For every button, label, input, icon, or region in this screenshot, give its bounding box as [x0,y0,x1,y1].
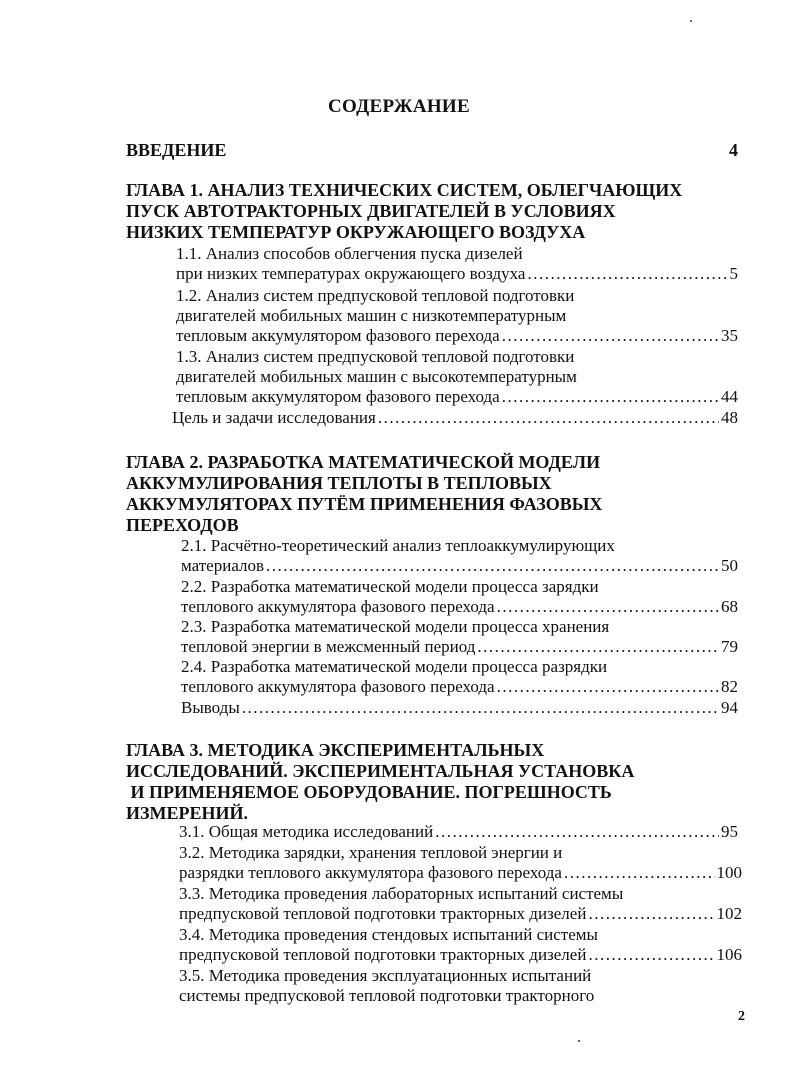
leader-dots [588,945,714,965]
intro-label: ВВЕДЕНИЕ [126,140,227,160]
toc-entry-3-3[interactable]: 3.3. Методика проведения лабораторных испытаний системы предпусковой тепловой подготовки тракторных дизелей ..... 102 [179,884,742,924]
toc-entry-3-4[interactable]: 3.4. Методика проведения стендовых испытаний системы предпусковой тепловой подготовки тракторных дизелей ..... 106 [179,925,742,965]
intro-page: 4 [729,140,738,160]
toc-entry-2-2[interactable]: 2.2. Разработка математической модели процесса зарядки теплового аккумулятора фазового перехода ..... 68 [181,577,738,617]
chapter-1-heading[interactable]: ГЛАВА 1. АНАЛИЗ ТЕХНИЧЕСКИХ СИСТЕМ, ОБЛЕГЧАЮЩИХ ПУСК АВТОТРАКТОРНЫХ ДВИГАТЕЛЕЙ В УСЛОВИЯХ НИЗКИХ ТЕМПЕРАТУР ОКРУЖАЮЩЕГО ВОЗДУХА [126,180,683,242]
leader-dots [266,556,719,576]
toc-intro[interactable] [126,139,738,161]
leader-dots [527,264,727,284]
leader-dots [497,677,719,697]
toc-entry-1-2[interactable]: 1.2. Анализ систем предпусковой тепловой подготовки двигателей мобильных машин с низкотемпературным тепловым аккумулятором фазового перехода ..... 35 [176,286,738,346]
leader-dots [378,408,719,428]
chapter-2-heading[interactable]: ГЛАВА 2. РАЗРАБОТКА МАТЕМАТИЧЕСКОЙ МОДЕЛИ АККУМУЛИРОВАНИЯ ТЕПЛОТЫ В ТЕПЛОВЫХ АККУМУЛЯТОРАХ ПУТЁМ ПРИМЕНЕНИЯ ФАЗОВЫХ ПЕРЕХОДОВ [126,452,603,535]
leader-dots [502,326,719,346]
leader-dots [435,822,719,842]
leader-dots [242,698,719,718]
toc-entry-1-3[interactable]: 1.3. Анализ систем предпусковой тепловой подготовки двигателей мобильных машин с высокотемпературным тепловым аккумулятором фазового перехода ..... 44 [176,347,738,407]
toc-entry-3-5[interactable]: 3.5. Методика проведения эксплуатационных испытаний системы предпусковой тепловой подготовки тракторного [179,966,595,1005]
page-title: СОДЕРЖАНИЕ [328,96,470,117]
toc-entry-2-1[interactable]: 2.1. Расчётно-теоретический анализ теплоаккумулирующих материалов ..... 50 [181,536,738,576]
leader-dots [588,904,714,924]
leader-dots [477,637,719,657]
toc-entry-1-goals[interactable]: Цель и задачи исследования ..... 48 [172,408,738,428]
page-number: 2 [738,1009,745,1024]
scan-speck [578,1040,580,1042]
toc-entry-3-2[interactable]: 3.2. Методика зарядки, хранения тепловой энергии и разрядки теплового аккумулятора фазового перехода ..... 100 [179,843,742,883]
leader-dots [502,387,719,407]
leader-dots [497,597,719,617]
chapter-3-heading[interactable]: ГЛАВА 3. МЕТОДИКА ЭКСПЕРИМЕНТАЛЬНЫХ ИССЛЕДОВАНИЙ. ЭКСПЕРИМЕНТАЛЬНАЯ УСТАНОВКА И ПРИМЕНЯЕМОЕ ОБОРУДОВАНИЕ. ПОГРЕШНОСТЬ ИЗМЕРЕНИЙ. [126,740,635,823]
toc-entry-2-3[interactable]: 2.3. Разработка математической модели процесса хранения тепловой энергии в межсменный период ..... 79 [181,617,738,657]
toc-entry-2-4[interactable]: 2.4. Разработка математической модели процесса разрядки теплового аккумулятора фазового перехода ..... 82 [181,657,738,697]
scan-speck [690,20,692,22]
toc-entry-1-1[interactable]: 1.1. Анализ способов облегчения пуска дизелей при низких температурах окружающего воздуха ..... 5 [176,244,738,284]
leader-dots [564,863,715,883]
toc-entry-2-conclusions[interactable]: Выводы ..... 94 [181,698,738,718]
toc-entry-3-1[interactable]: 3.1. Общая методика исследований ..... 95 [179,822,738,842]
